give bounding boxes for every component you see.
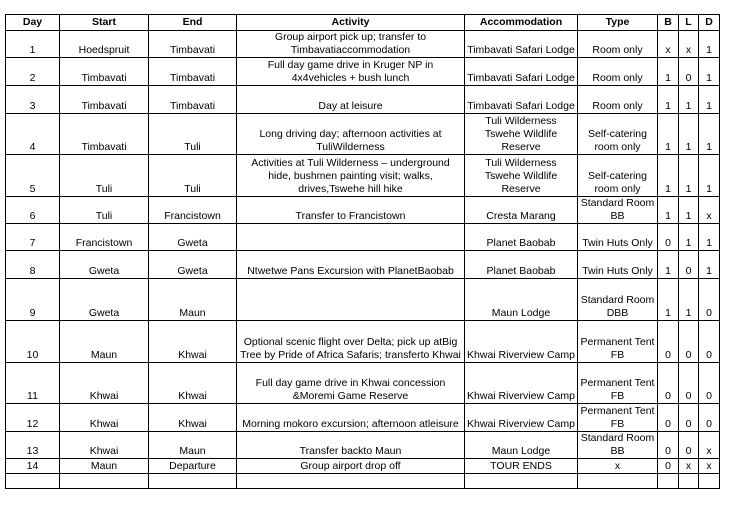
cell-lunch: 1 (679, 224, 699, 251)
cell-day: 13 (6, 432, 60, 459)
table-row (6, 224, 720, 251)
table-row (6, 31, 720, 58)
cell-breakfast: 0 (658, 404, 679, 432)
cell-end: Francistown (149, 197, 237, 224)
cell-accommodation: Maun Lodge (465, 432, 578, 459)
cell-dinner: 0 (699, 279, 720, 321)
cell-breakfast: 0 (658, 459, 679, 474)
cell-breakfast: 1 (658, 251, 679, 279)
cell-dinner: x (699, 197, 720, 224)
empty-cell (6, 474, 60, 489)
cell-breakfast: 1 (658, 197, 679, 224)
cell-end: Khwai (149, 363, 237, 404)
cell-activity: Day at leisure (237, 86, 465, 114)
cell-activity (237, 224, 465, 251)
cell-breakfast: 1 (658, 86, 679, 114)
cell-lunch: 1 (679, 279, 699, 321)
table-row (6, 58, 720, 86)
cell-end: Gweta (149, 224, 237, 251)
empty-cell (578, 474, 658, 489)
cell-dinner: 0 (699, 321, 720, 363)
cell-lunch: 1 (679, 197, 699, 224)
cell-start: Maun (60, 459, 149, 474)
cell-breakfast: 1 (658, 279, 679, 321)
cell-day: 5 (6, 155, 60, 197)
cell-end: Departure (149, 459, 237, 474)
cell-lunch: 1 (679, 114, 699, 155)
cell-day: 14 (6, 459, 60, 474)
cell-dinner: x (699, 459, 720, 474)
cell-accommodation: Timbavati Safari Lodge (465, 31, 578, 58)
cell-day: 7 (6, 224, 60, 251)
cell-accommodation: Khwai Riverview Camp (465, 404, 578, 432)
cell-dinner: 0 (699, 363, 720, 404)
table-row (6, 363, 720, 404)
header-start: Start (60, 15, 149, 31)
cell-accommodation: Tuli Wilderness Tswehe Wildlife Reserve (465, 155, 578, 197)
cell-type: Standard Room BB (578, 432, 658, 459)
cell-day: 2 (6, 58, 60, 86)
cell-lunch: x (679, 31, 699, 58)
cell-dinner: 1 (699, 224, 720, 251)
cell-start: Hoedspruit (60, 31, 149, 58)
cell-dinner: 1 (699, 251, 720, 279)
table-row (6, 197, 720, 224)
cell-accommodation: Timbavati Safari Lodge (465, 58, 578, 86)
cell-end: Tuli (149, 155, 237, 197)
cell-type: Self-catering room only (578, 155, 658, 197)
table-row (6, 114, 720, 155)
cell-breakfast: 0 (658, 321, 679, 363)
empty-cell (237, 474, 465, 489)
cell-activity: Group airport drop off (237, 459, 465, 474)
header-type: Type (578, 15, 658, 31)
header-end: End (149, 15, 237, 31)
cell-end: Khwai (149, 321, 237, 363)
header-day: Day (6, 15, 60, 31)
cell-activity: Transfer to Francistown (237, 197, 465, 224)
cell-activity (237, 279, 465, 321)
cell-day: 12 (6, 404, 60, 432)
cell-breakfast: 0 (658, 432, 679, 459)
cell-end: Timbavati (149, 58, 237, 86)
header-lunch: L (679, 15, 699, 31)
cell-lunch: 0 (679, 251, 699, 279)
cell-accommodation: Khwai Riverview Camp (465, 363, 578, 404)
cell-day: 6 (6, 197, 60, 224)
cell-end: Maun (149, 432, 237, 459)
cell-type: Room only (578, 86, 658, 114)
empty-cell (149, 474, 237, 489)
cell-dinner: 1 (699, 31, 720, 58)
cell-end: Khwai (149, 404, 237, 432)
empty-cell (60, 474, 149, 489)
cell-type: Room only (578, 31, 658, 58)
cell-day: 9 (6, 279, 60, 321)
cell-day: 3 (6, 86, 60, 114)
empty-cell (679, 474, 699, 489)
cell-type: Permanent Tent FB (578, 321, 658, 363)
cell-type: Twin Huts Only (578, 224, 658, 251)
cell-lunch: 1 (679, 86, 699, 114)
table-row (6, 432, 720, 459)
cell-accommodation: Cresta Marang (465, 197, 578, 224)
cell-type: Permanent Tent FB (578, 363, 658, 404)
header-row (6, 15, 720, 31)
cell-dinner: x (699, 432, 720, 459)
cell-breakfast: 1 (658, 58, 679, 86)
cell-end: Timbavati (149, 31, 237, 58)
cell-lunch: x (679, 459, 699, 474)
cell-day: 1 (6, 31, 60, 58)
cell-activity: Activities at Tuli Wilderness – underground hide, bushmen painting visit; walks, drives,Tswehe hill hike (237, 155, 465, 197)
cell-type: Permanent Tent FB (578, 404, 658, 432)
cell-activity: Morning mokoro excursion; afternoon atleisure (237, 404, 465, 432)
cell-activity: Ntwetwe Pans Excursion with PlanetBaobab (237, 251, 465, 279)
cell-lunch: 0 (679, 58, 699, 86)
cell-start: Gweta (60, 279, 149, 321)
empty-cell (465, 474, 578, 489)
table-row (6, 155, 720, 197)
cell-activity: Transfer backto Maun (237, 432, 465, 459)
header-breakfast: B (658, 15, 679, 31)
table-row (6, 404, 720, 432)
header-activity: Activity (237, 15, 465, 31)
empty-cell (699, 474, 720, 489)
cell-breakfast: 0 (658, 224, 679, 251)
cell-start: Khwai (60, 432, 149, 459)
table-row (6, 86, 720, 114)
cell-start: Francistown (60, 224, 149, 251)
cell-accommodation: Tuli Wilderness Tswehe Wildlife Reserve (465, 114, 578, 155)
cell-dinner: 1 (699, 58, 720, 86)
cell-breakfast: 0 (658, 363, 679, 404)
cell-lunch: 0 (679, 321, 699, 363)
cell-start: Tuli (60, 197, 149, 224)
cell-day: 4 (6, 114, 60, 155)
empty-row (6, 474, 720, 489)
cell-end: Tuli (149, 114, 237, 155)
cell-accommodation: TOUR ENDS (465, 459, 578, 474)
cell-type: Standard Room BB (578, 197, 658, 224)
cell-dinner: 1 (699, 86, 720, 114)
cell-start: Tuli (60, 155, 149, 197)
table-row (6, 279, 720, 321)
cell-accommodation: Maun Lodge (465, 279, 578, 321)
table-row (6, 251, 720, 279)
table-row (6, 321, 720, 363)
cell-dinner: 0 (699, 404, 720, 432)
cell-start: Khwai (60, 404, 149, 432)
cell-start: Gweta (60, 251, 149, 279)
cell-activity: Full day game drive in Kruger NP in 4x4vehicles + bush lunch (237, 58, 465, 86)
itinerary-table (5, 14, 720, 489)
cell-start: Timbavati (60, 86, 149, 114)
cell-activity: Group airport pick up; transfer to Timbavatiaccommodation (237, 31, 465, 58)
header-accommodation: Accommodation (465, 15, 578, 31)
cell-accommodation: Planet Baobab (465, 251, 578, 279)
cell-accommodation: Planet Baobab (465, 224, 578, 251)
cell-lunch: 0 (679, 363, 699, 404)
cell-accommodation: Khwai Riverview Camp (465, 321, 578, 363)
cell-end: Maun (149, 279, 237, 321)
cell-dinner: 1 (699, 155, 720, 197)
cell-lunch: 0 (679, 432, 699, 459)
cell-accommodation: Timbavati Safari Lodge (465, 86, 578, 114)
cell-type: Twin Huts Only (578, 251, 658, 279)
cell-activity: Optional scenic flight over Delta; pick up atBig Tree by Pride of Africa Safaris; transferto Khwai (237, 321, 465, 363)
cell-type: Self-catering room only (578, 114, 658, 155)
cell-dinner: 1 (699, 114, 720, 155)
cell-lunch: 0 (679, 404, 699, 432)
empty-cell (658, 474, 679, 489)
cell-activity: Full day game drive in Khwai concession &Moremi Game Reserve (237, 363, 465, 404)
cell-end: Gweta (149, 251, 237, 279)
cell-breakfast: 1 (658, 114, 679, 155)
cell-end: Timbavati (149, 86, 237, 114)
cell-start: Khwai (60, 363, 149, 404)
cell-breakfast: 1 (658, 155, 679, 197)
cell-start: Timbavati (60, 114, 149, 155)
cell-breakfast: x (658, 31, 679, 58)
cell-start: Maun (60, 321, 149, 363)
header-dinner: D (699, 15, 720, 31)
cell-type: Room only (578, 58, 658, 86)
cell-type: Standard Room DBB (578, 279, 658, 321)
cell-type: x (578, 459, 658, 474)
table-row (6, 459, 720, 474)
cell-start: Timbavati (60, 58, 149, 86)
cell-day: 11 (6, 363, 60, 404)
cell-activity: Long driving day; afternoon activities at TuliWilderness (237, 114, 465, 155)
cell-day: 8 (6, 251, 60, 279)
cell-lunch: 1 (679, 155, 699, 197)
cell-day: 10 (6, 321, 60, 363)
